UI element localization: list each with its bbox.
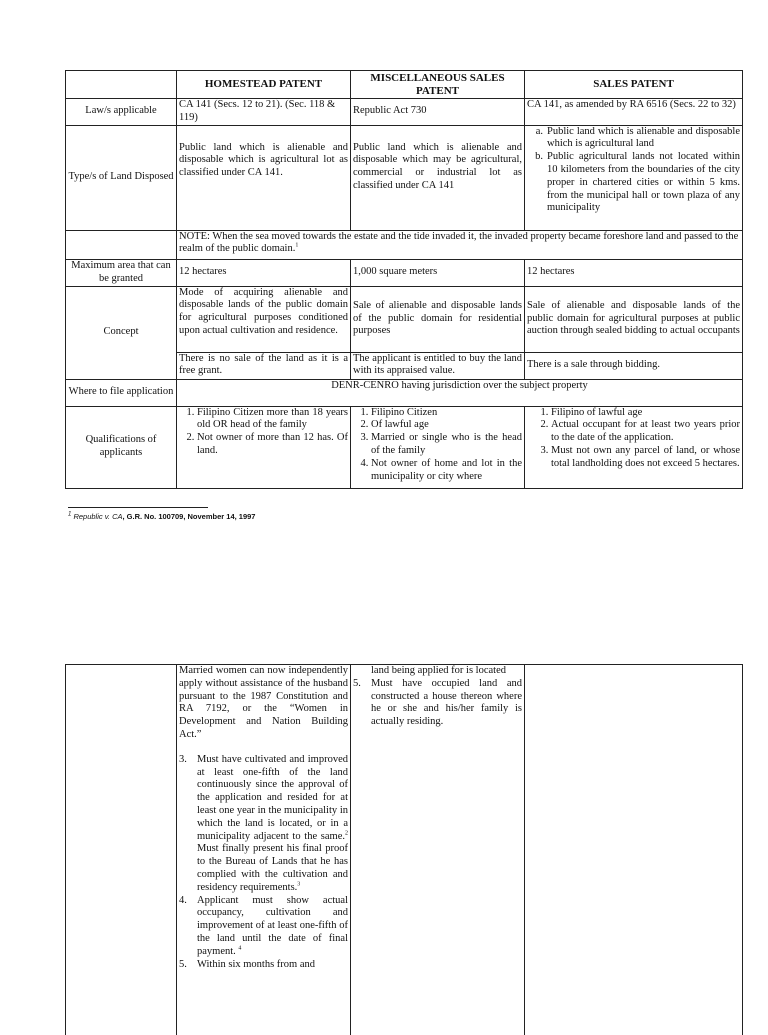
homestead-intro: Married women can now independently apply without assistance of the husband pursuant to the 1987 Constitution and RA 7192, or the “Women in Development and Nation Building Act.”	[179, 665, 348, 740]
type-homestead: Public land which is alienable and disposable which is agricultural lot as classified under CA 141.	[177, 125, 351, 230]
max-area-row	[66, 259, 743, 286]
laws-homestead: CA 141 (Secs. 12 to 21). (Sec. 118 & 119)	[177, 99, 351, 126]
laws-label: Law/s applicable	[66, 99, 177, 126]
type-label: Type/s of Land Disposed	[66, 125, 177, 230]
header-sales: SALES PATENT	[525, 71, 743, 99]
quals-misc-item: 1. Filipino Citizen	[371, 407, 522, 420]
header-empty	[66, 71, 177, 99]
type-sales-item: a. Public land which is alienable and disposable which is agricultural land	[535, 125, 740, 150]
note-cell	[177, 230, 743, 259]
quals-sales-item: 2. Actual occupant for at least two years prior to the date of the application.	[551, 419, 740, 445]
footnote	[68, 512, 255, 521]
type-sales	[525, 125, 743, 230]
where-value: DENR-CENRO having jurisdiction over the subject property	[177, 379, 743, 406]
footnote-separator	[68, 507, 208, 508]
quals-homestead-item: 2. Not owner of more than 12 has. Of land.	[197, 432, 348, 458]
misc-continued-list	[353, 678, 522, 729]
max-area-label: Maximum area that can be granted	[66, 259, 177, 286]
concept-label: Concept	[66, 286, 177, 379]
footnote-number: 1	[68, 511, 72, 518]
quals-misc-list	[353, 407, 522, 484]
where-row	[66, 379, 743, 406]
patent-comparison-table	[65, 70, 743, 489]
quals-misc-item: 3. Married or single who is the head of the family	[371, 432, 522, 458]
concept-homestead-2: There is no sale of the land as it is a free grant.	[177, 352, 351, 379]
quals-sales-list	[527, 407, 740, 471]
concept-row	[66, 286, 743, 352]
homestead-continued-item: 3. Must have cultivated and improved at least one-fifth of the land continuously since the approval of the application and resided for at least one year in the municipality in which the land is located, or in a municipality adjacent to the same.$^2$ Must finally present his final proof to the Bureau of Lands that he has complied with the cultivation and residency requirements.$^3$	[179, 753, 348, 893]
quals-continued-misc	[351, 665, 525, 1035]
type-sales-item: b. Public agricultural lands not located within 10 kilometers from the boundaries of the city proper in chartered cities or within 5 kms. from the municipal hall or town plaza of any municipality	[535, 151, 740, 214]
quals-sales-item: 1. Filipino of lawful age	[551, 407, 740, 420]
concept-sales-2: There is a sale through bidding.	[525, 352, 743, 379]
header-homestead: HOMESTEAD PATENT	[177, 71, 351, 99]
quals-continued-homestead	[177, 665, 351, 1035]
quals-continued-sales	[525, 665, 743, 1035]
quals-continued-label-empty	[66, 665, 177, 1035]
quals-homestead-item: 1. Filipino Citizen more than 18 years old OR head of the family	[197, 407, 348, 433]
concept-misc: Sale of alienable and disposable lands of the public domain for residential purposes	[351, 286, 525, 352]
quals-misc	[351, 406, 525, 488]
quals-continued-row	[66, 665, 743, 1035]
quals-sales-item: 3. Must not own any parcel of land, or whose total landholding does not exceed 5 hectares.	[551, 445, 740, 471]
patent-comparison-table-continued	[65, 664, 743, 1035]
note-ref: 1	[295, 242, 299, 249]
note-label-empty	[66, 230, 177, 259]
quals-misc-item: 2. Of lawful age	[371, 419, 522, 432]
max-area-homestead: 12 hectares	[177, 259, 351, 286]
footnote-case: Republic v. CA	[73, 512, 123, 521]
quals-homestead-list	[179, 407, 348, 458]
laws-sales: CA 141, as amended by RA 6516 (Secs. 22 to 32)	[525, 99, 743, 126]
quals-sales	[525, 406, 743, 488]
quals-label: Qualifications of applicants	[66, 406, 177, 488]
note-row	[66, 230, 743, 259]
type-sales-list	[527, 126, 740, 216]
laws-row	[66, 99, 743, 126]
quals-homestead	[177, 406, 351, 488]
concept-misc-2: The applicant is entitled to buy the land with its appraised value.	[351, 352, 525, 379]
header-misc-sales: MISCELLANEOUS SALES PATENT	[351, 71, 525, 99]
concept-sales: Sale of alienable and disposable lands of the public domain for agricultural purposes at public auction through sealed bidding to actual occupants	[525, 286, 743, 352]
where-label: Where to file application	[66, 379, 177, 406]
laws-misc: Republic Act 730	[351, 99, 525, 126]
quals-misc-item: 4. Not owner of home and lot in the municipality or city where	[371, 458, 522, 484]
homestead-continued-item: 5. Within six months from and	[179, 958, 315, 970]
homestead-continued-list	[179, 754, 348, 972]
quals-row	[66, 406, 743, 488]
footnote-citation: , G.R. No. 100709, November 14, 1997	[122, 512, 256, 521]
concept-homestead: Mode of acquiring alienable and disposable lands of the public domain for agricultural purposes conditioned upon actual cultivation and residence.	[177, 286, 351, 352]
max-area-misc: 1,000 square meters	[351, 259, 525, 286]
note-text: NOTE: When the sea moved towards the estate and the tide invaded it, the invaded property became foreshore land and passed to the realm of the public domain.	[179, 230, 739, 255]
type-row	[66, 125, 743, 230]
type-misc: Public land which is alienable and disposable which may be agricultural, commercial or industrial lot as classified under CA 141	[351, 125, 525, 230]
max-area-sales: 12 hectares	[525, 259, 743, 286]
homestead-continued-item: 4. Applicant must show actual occupancy, cultivation and improvement of at least one-fifth of the land until the date of final payment. $^4$	[179, 894, 348, 957]
misc-continued-text: land being applied for is located	[371, 665, 506, 676]
misc-continued-item: 5. Must have occupied land and constructed a house thereon where he or she and his/her family is actually residing.	[353, 677, 522, 728]
header-row	[66, 71, 743, 99]
